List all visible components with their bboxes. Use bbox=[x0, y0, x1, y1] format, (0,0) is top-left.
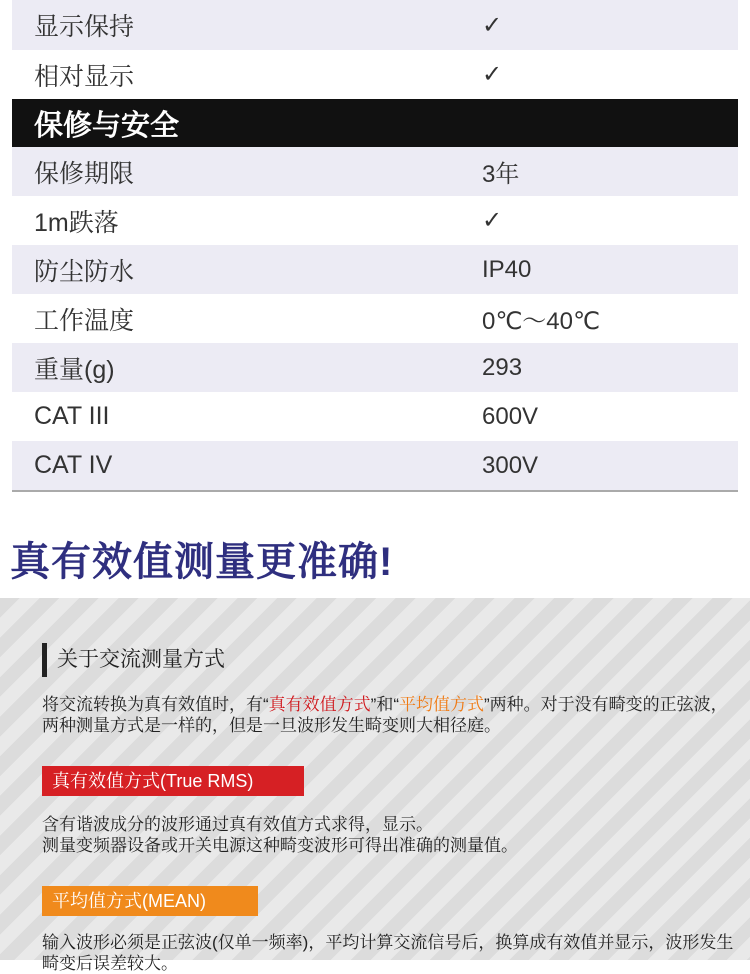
spec-label: 显示保持 bbox=[34, 13, 135, 41]
spec-row bbox=[12, 147, 738, 196]
intro-prefix: 将交流转换为真有效值时，有“ bbox=[42, 695, 269, 714]
section-title: 保修与安全 bbox=[12, 99, 738, 147]
spec-value: 293 bbox=[482, 353, 523, 381]
spec-value: ✓ bbox=[482, 207, 503, 234]
spec-row bbox=[12, 50, 738, 99]
spec-value: 300V bbox=[482, 451, 539, 479]
mean-paragraph: 输入波形必须是正弦波(仅单一频率)，平均计算交流信号后，换算成有效值并显示，波形发生畸变后误差较大。 bbox=[42, 933, 734, 973]
spec-value: 0℃～40℃ bbox=[482, 308, 600, 335]
intro-highlight-mean: 平均值方式 bbox=[399, 695, 484, 714]
spec-label: 1m跌落 bbox=[34, 208, 119, 237]
spec-label: 工作温度 bbox=[34, 306, 135, 335]
spec-value: IP40 bbox=[482, 255, 532, 283]
spec-label: 保修期限 bbox=[34, 159, 135, 188]
spec-row bbox=[12, 245, 738, 294]
headline: 真有效值测量更准确! bbox=[10, 540, 394, 584]
spec-row bbox=[12, 0, 738, 50]
intro-paragraph bbox=[42, 694, 742, 736]
spec-label: CAT III bbox=[34, 402, 110, 430]
spec-row bbox=[12, 294, 738, 343]
spec-value: 600V bbox=[482, 402, 539, 430]
spec-row bbox=[12, 196, 738, 245]
rms-line: 测量变频器设备或开关电源这种畸变波形可得出准确的测量值。 bbox=[42, 836, 518, 855]
spec-value: ✓ bbox=[482, 11, 503, 39]
panel-title: 关于交流测量方式 bbox=[42, 643, 225, 677]
spec-label: 重量(g) bbox=[34, 355, 115, 384]
spec-value: ✓ bbox=[482, 61, 503, 88]
spec-row bbox=[12, 441, 738, 490]
spec-row bbox=[12, 343, 738, 392]
spec-table bbox=[12, 0, 738, 492]
spec-label: CAT IV bbox=[34, 451, 113, 479]
rms-line: 含有谐波成分的波形通过真有效值方式求得，显示。 bbox=[42, 815, 433, 834]
spec-label: 相对显示 bbox=[34, 62, 135, 91]
info-panel bbox=[0, 598, 750, 973]
spec-label: 防尘防水 bbox=[34, 257, 135, 286]
intro-highlight-rms: 真有效值方式 bbox=[268, 695, 371, 714]
spec-row bbox=[12, 392, 738, 441]
true-rms-tag: 真有效值方式(True RMS) bbox=[42, 766, 304, 796]
table-divider bbox=[12, 490, 738, 492]
spec-value: 3年 bbox=[482, 161, 520, 188]
intro-mid: ”和“ bbox=[370, 695, 399, 714]
rms-paragraph bbox=[42, 814, 742, 856]
intro-suffix: ”两种。对于没有畸变的正弦波，两种测量方式是一样的，但是一旦波形发生畸变则大相径庭。 bbox=[42, 695, 728, 735]
mean-tag: 平均值方式(MEAN) bbox=[42, 886, 258, 916]
